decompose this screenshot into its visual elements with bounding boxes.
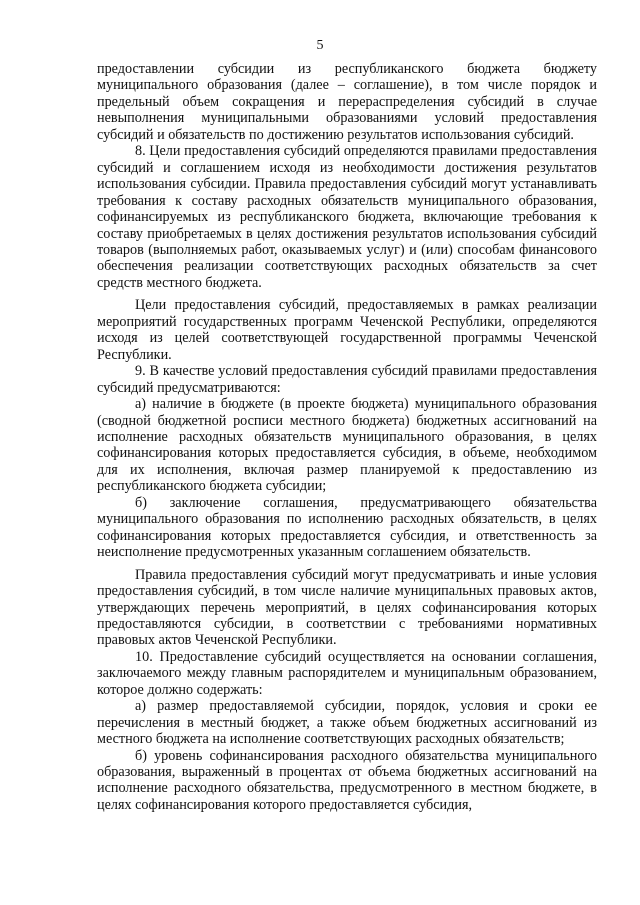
paragraph-item-8: 8. Цели предоставления субсидий определяются правилами предоставления субсидий и соглашением исходя из необходимости достижения результатов использования субсидии. Правила предоставления субсидий могут устанавливать требования к составу расходных обязательств муниципального образования, софинансируемых из республиканского бюджета, включающие требования к составу приобретаемых в целях достижения результатов использования субсидий товаров (выполняемых работ, оказываемых услуг) и (или) способам финансового обеспечения реализации соответствующих расходных обязательств за счет средств местного бюджета. [97,143,597,291]
paragraph-item-9a: а) наличие в бюджете (в проекте бюджета) муниципального образования (сводной бюджетной росписи местного бюджета) бюджетных ассигнований на исполнение расходных обязательств муниципального образования, в целях софинансирования которых предоставляется субсидия, в объеме, необходимом для их исполнения, включая размер планируемой к предоставлению из республиканского бюджета субсидии; [97,396,597,495]
paragraph-continuation: предоставлении субсидии из республиканского бюджета бюджету муниципального образования (далее – соглашение), в том числе порядок и предельный объем сокращения и перераспределения субсидий в случае невыполнения муниципальными образованиями условий предоставления субсидий и обязательств по достижению результатов использования субсидий. [97,61,597,143]
paragraph-item-9b: б) заключение соглашения, предусматривающего обязательства муниципального образования по исполнению расходных обязательств, в целях софинансирования которых предоставляется субсидия, и ответственность за неисполнение предусмотренных указанным соглашением обязательств. [97,494,597,561]
paragraph-item-10b: б) уровень софинансирования расходного обязательства муниципального образования, выраженный в процентах от объема бюджетных ассигнований на исполнение расходного обязательства, предусмотренного в местном бюджете, в целях софинансирования которого предоставляется субсидия, [97,747,597,813]
paragraph-item-9: 9. В качестве условий предоставления субсидий правилами предоставления субсидий предусматриваются: [97,363,597,396]
paragraph-item-10a: а) размер предоставляемой субсидии, порядок, условия и сроки ее перечисления в местный бюджет, а также объем бюджетных ассигнований из местного бюджета на исполнение соответствующих расходных обязательств; [97,698,597,748]
paragraph-item-10: 10. Предоставление субсидий осуществляется на основании соглашения, заключаемого между главным распорядителем и муниципальным образованием, которое должно содержать: [97,648,597,698]
paragraph-other-conditions: Правила предоставления субсидий могут предусматривать и иные условия предоставления субсидий, в том числе наличие муниципальных правовых актов, утверждающих перечень мероприятий, в целях софинансирования которых предоставляются субсидии, в соответствии с требованиями нормативных правовых актов Чеченской Республики. [97,566,597,649]
document-body [97,61,597,813]
paragraph-program-goals: Цели предоставления субсидий, предоставляемых в рамках реализации мероприятий государственных программ Чеченской Республики, определяются исходя из целей соответствующей государственной программы Чеченской Республики. [97,297,597,363]
page-number: 5 [316,38,324,53]
